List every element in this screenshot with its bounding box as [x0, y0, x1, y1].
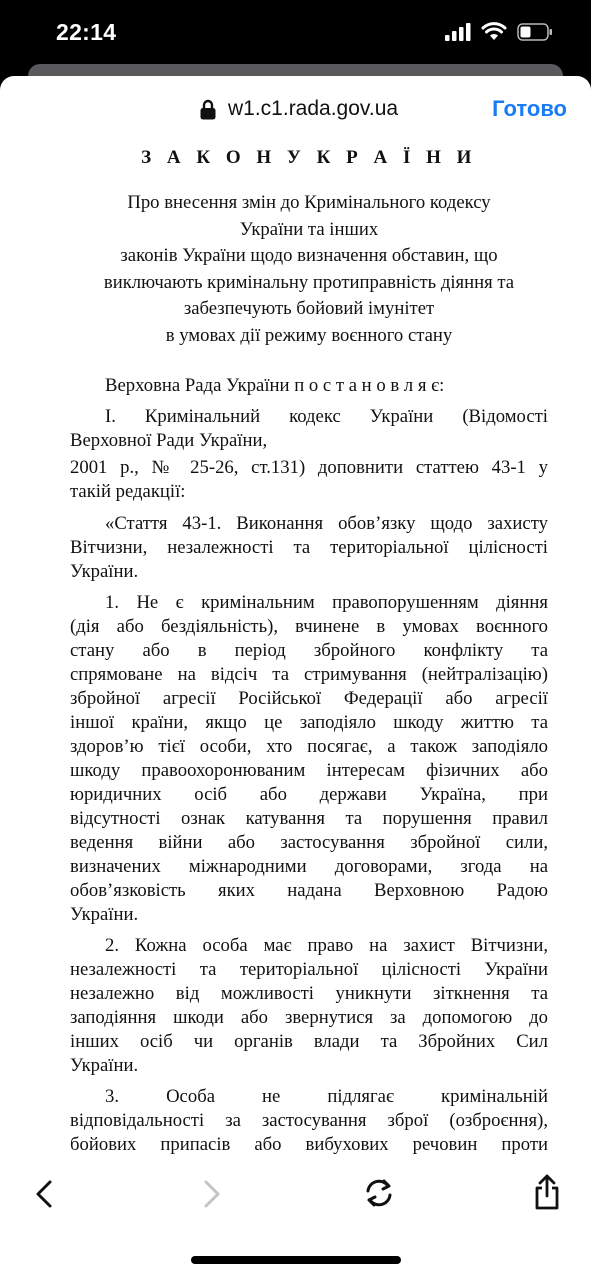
doc-line: стану або в період збройного конфлікту та: [70, 640, 548, 661]
doc-line: Верховна Рада України п о с т а н о в л я є:: [105, 375, 445, 396]
doc-line: «Стаття 43-1. Виконання обов’язку щодо захисту: [105, 513, 548, 534]
url-bar[interactable]: [0, 76, 591, 142]
doc-line: України.: [70, 1055, 139, 1076]
chevron-left-icon[interactable]: [34, 1178, 54, 1210]
reload-icon[interactable]: [363, 1177, 395, 1209]
subtitle-line: забезпечують бойовий імунітет: [183, 298, 435, 319]
status-time: 22:14: [56, 19, 117, 45]
doc-line: незалежно від можливості уникнути зіткнення та: [70, 983, 548, 1004]
doc-line: спрямоване на відсіч та стримування (нейтралізацію): [70, 664, 548, 685]
doc-line: ведення війни або застосування збройної сили,: [70, 832, 548, 853]
subtitle-line: Про внесення змін до Кримінального кодексу: [127, 192, 491, 213]
signal-icon: [445, 23, 471, 41]
doc-line: 2. Кожна особа має право на захист Вітчизни,: [105, 935, 548, 956]
doc-line: I. Кримінальний кодекс України (Відомості: [105, 406, 548, 427]
doc-line: незалежності та територіальної цілісності України: [70, 959, 548, 980]
share-icon[interactable]: [534, 1174, 560, 1210]
home-indicator: [191, 1256, 401, 1264]
doc-title: З А К О Н У К Р А Ї Н И: [141, 147, 477, 168]
doc-line: Вітчизни, незалежності та територіальної цілісності: [70, 537, 548, 558]
battery-icon: [517, 23, 553, 41]
doc-line: Верховної Ради України,: [70, 430, 268, 451]
doc-line: (дія або бездіяльність), вчинене в умовах воєнного: [70, 616, 548, 637]
doc-line: 3. Особа не підлягає кримінальній: [105, 1086, 548, 1107]
doc-line: такій редакції:: [70, 481, 186, 502]
status-bar: [0, 0, 591, 66]
browser-sheet: [0, 76, 591, 1280]
doc-line: України.: [70, 904, 139, 925]
subtitle-line: в умовах дії режиму воєнного стану: [165, 324, 453, 346]
lock-icon: [200, 99, 216, 120]
doc-line: іншої країни, якщо це заподіяло шкоду життю та: [70, 712, 548, 733]
doc-line: здоров’ю тієї особи, хто посягає, а також заподіяло: [70, 736, 548, 757]
doc-line: заподіяння шкоди або звернутися за допомогою до: [70, 1007, 548, 1028]
doc-line: 1. Не є кримінальним правопорушенням діяння: [105, 592, 548, 613]
doc-subtitle: [70, 190, 548, 349]
subtitle-line: виключають кримінальну протиправність діяння та: [103, 271, 515, 293]
done-button[interactable]: Готово: [492, 96, 567, 121]
url-text: w1.c1.rada.gov.ua: [228, 97, 399, 120]
doc-line: визначених міжнародними договорами, згода на: [70, 856, 548, 877]
wifi-icon: [481, 22, 507, 41]
doc-line: шкоду правоохоронюваним інтересам фізичних або: [70, 760, 548, 781]
doc-line: юридичних осіб або держави Україна, при: [70, 784, 548, 805]
doc-line: обов’язковість яких надана Верховною Радою: [70, 880, 548, 901]
doc-line: збройної агресії Російської Федерації або агресії: [70, 688, 548, 709]
subtitle-line: України та інших: [239, 218, 379, 240]
doc-line: 2001 р., № 25-26, ст.131) доповнити статтею 43-1 у: [70, 457, 548, 478]
chevron-right-icon[interactable]: [202, 1178, 222, 1210]
doc-line: відповідальності за застосування зброї (озброєння),: [70, 1110, 548, 1131]
doc-line: України.: [70, 561, 139, 582]
doc-line: бойових припасів або вибухових речовин проти: [70, 1134, 548, 1155]
doc-line: інших осіб чи органів влади та Збройних Сил: [70, 1031, 548, 1052]
subtitle-line: законів України щодо визначення обставин, що: [120, 245, 498, 266]
doc-line: відсутності ознак катування та порушення правил: [70, 808, 548, 829]
